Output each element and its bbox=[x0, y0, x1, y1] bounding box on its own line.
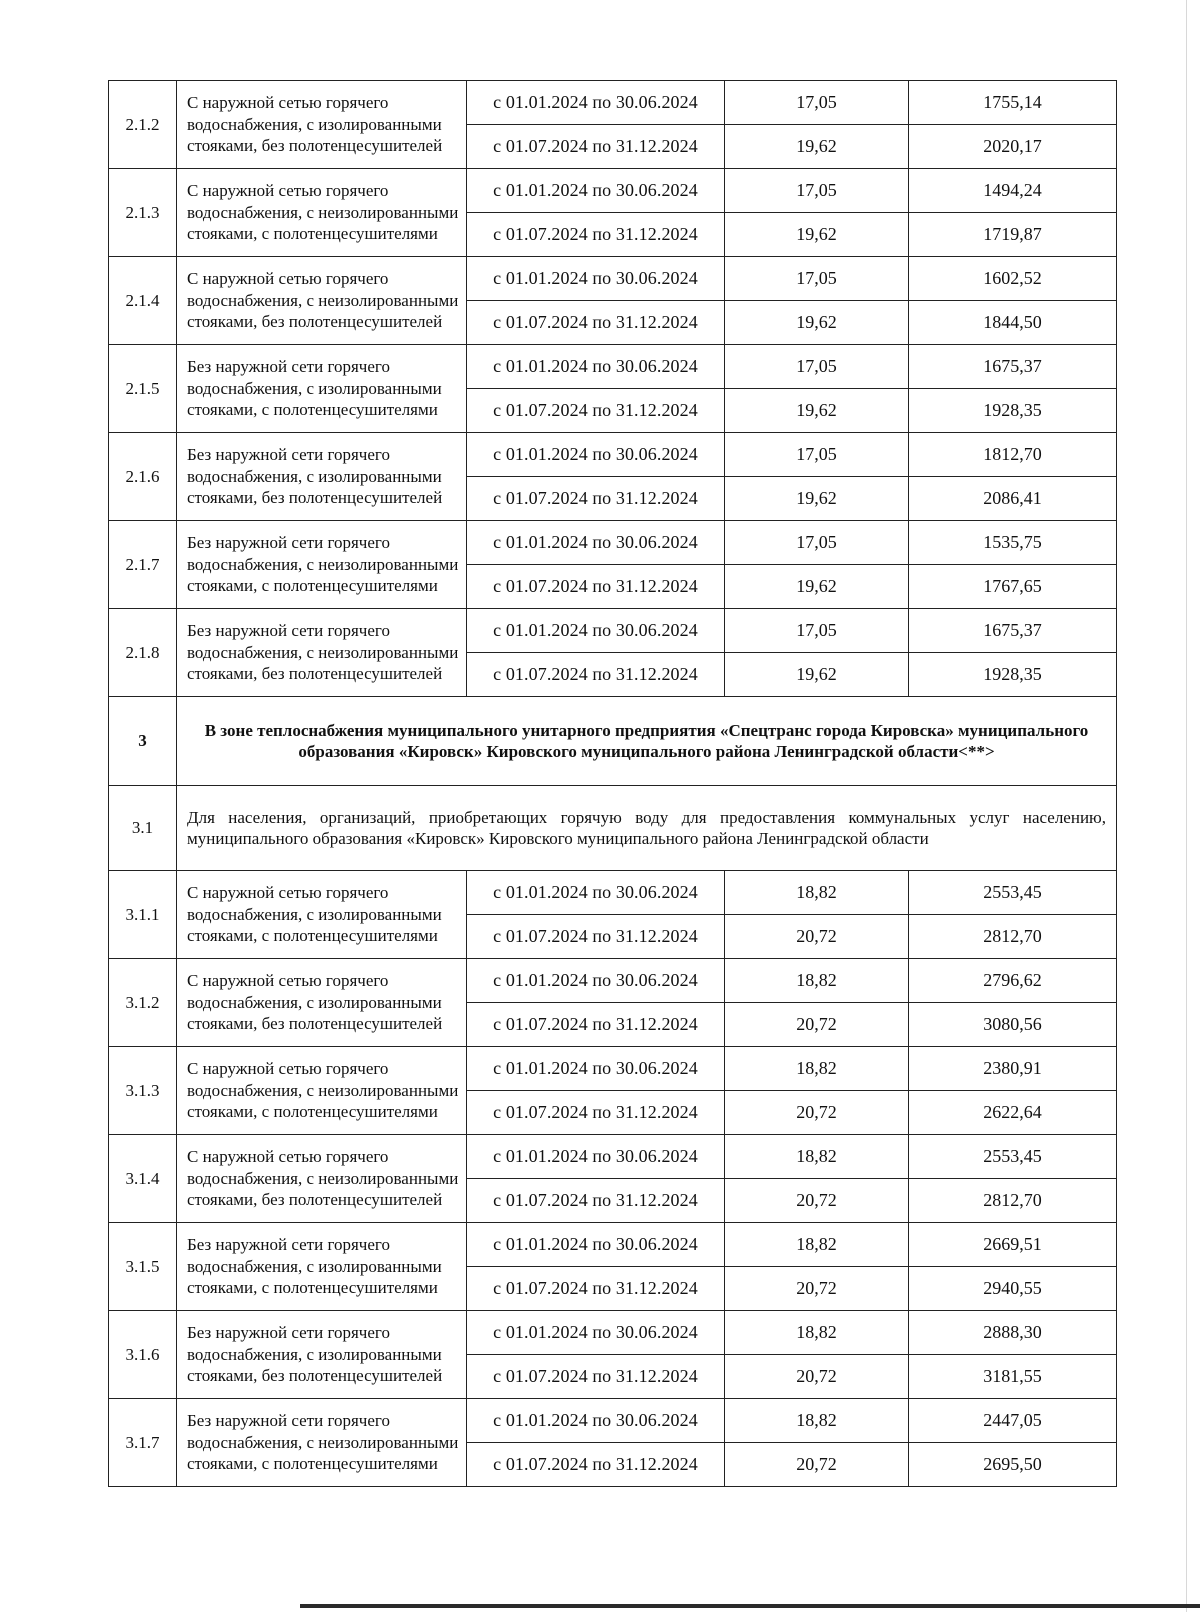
period-cell: с 01.01.2024 по 30.06.2024 bbox=[467, 169, 725, 213]
price-cell: 2940,55 bbox=[909, 1267, 1117, 1311]
item-number: 3.1.7 bbox=[109, 1399, 177, 1487]
norm-cell: 19,62 bbox=[725, 653, 909, 697]
price-cell: 1535,75 bbox=[909, 521, 1117, 565]
table-row bbox=[109, 81, 1117, 125]
price-cell: 1494,24 bbox=[909, 169, 1117, 213]
price-cell: 2553,45 bbox=[909, 871, 1117, 915]
item-description: С наружной сетью горячего водоснабжения, с неизолированными стояками, без полотенцесушителей bbox=[177, 257, 467, 345]
period-cell: с 01.01.2024 по 30.06.2024 bbox=[467, 871, 725, 915]
item-description: С наружной сетью горячего водоснабжения, с изолированными стояками, без полотенцесушителей bbox=[177, 959, 467, 1047]
category-title: Для населения, организаций, приобретающих горячую воду для предоставления коммунальных услуг населению, муниципального образования «Кировск» Кировского муниципального района Ленинградской области bbox=[177, 786, 1117, 871]
item-description: С наружной сетью горячего водоснабжения, с неизолированными стояками, без полотенцесушителей bbox=[177, 1135, 467, 1223]
period-cell: с 01.07.2024 по 31.12.2024 bbox=[467, 1003, 725, 1047]
price-cell: 2888,30 bbox=[909, 1311, 1117, 1355]
tariff-table bbox=[108, 80, 1117, 1487]
norm-cell: 17,05 bbox=[725, 345, 909, 389]
item-number: 3.1.3 bbox=[109, 1047, 177, 1135]
price-cell: 1755,14 bbox=[909, 81, 1117, 125]
norm-cell: 20,72 bbox=[725, 915, 909, 959]
norm-cell: 17,05 bbox=[725, 609, 909, 653]
period-cell: с 01.01.2024 по 30.06.2024 bbox=[467, 1399, 725, 1443]
item-description: Без наружной сети горячего водоснабжения, с неизолированными стояками, с полотенцесушителями bbox=[177, 521, 467, 609]
period-cell: с 01.07.2024 по 31.12.2024 bbox=[467, 125, 725, 169]
period-cell: с 01.07.2024 по 31.12.2024 bbox=[467, 1355, 725, 1399]
price-cell: 1928,35 bbox=[909, 389, 1117, 433]
price-cell: 1767,65 bbox=[909, 565, 1117, 609]
table-row bbox=[109, 345, 1117, 389]
price-cell: 1675,37 bbox=[909, 345, 1117, 389]
period-cell: с 01.01.2024 по 30.06.2024 bbox=[467, 1047, 725, 1091]
table-row bbox=[109, 871, 1117, 915]
zone-number: 3 bbox=[109, 697, 177, 786]
table-body-zone-3 bbox=[109, 871, 1117, 1487]
price-cell: 2669,51 bbox=[909, 1223, 1117, 1267]
item-number: 2.1.7 bbox=[109, 521, 177, 609]
price-cell: 2812,70 bbox=[909, 1179, 1117, 1223]
item-number: 2.1.8 bbox=[109, 609, 177, 697]
category-number: 3.1 bbox=[109, 786, 177, 871]
norm-cell: 18,82 bbox=[725, 1135, 909, 1179]
price-cell: 2020,17 bbox=[909, 125, 1117, 169]
norm-cell: 19,62 bbox=[725, 301, 909, 345]
price-cell: 2622,64 bbox=[909, 1091, 1117, 1135]
period-cell: с 01.07.2024 по 31.12.2024 bbox=[467, 653, 725, 697]
table-row bbox=[109, 433, 1117, 477]
period-cell: с 01.01.2024 по 30.06.2024 bbox=[467, 1311, 725, 1355]
norm-cell: 19,62 bbox=[725, 389, 909, 433]
norm-cell: 19,62 bbox=[725, 477, 909, 521]
scan-edge-line bbox=[1186, 0, 1187, 1612]
norm-cell: 19,62 bbox=[725, 565, 909, 609]
item-number: 2.1.5 bbox=[109, 345, 177, 433]
period-cell: с 01.07.2024 по 31.12.2024 bbox=[467, 565, 725, 609]
norm-cell: 20,72 bbox=[725, 1443, 909, 1487]
price-cell: 1844,50 bbox=[909, 301, 1117, 345]
scan-bottom-line bbox=[300, 1604, 1200, 1608]
zone-title: В зоне теплоснабжения муниципального унитарного предприятия «Спецтранс города Кировска» муниципального образования «Кировск» Кировского муниципального района Ленинградской области<**> bbox=[177, 697, 1117, 786]
item-description: Без наружной сети горячего водоснабжения, с изолированными стояками, с полотенцесушителями bbox=[177, 345, 467, 433]
norm-cell: 17,05 bbox=[725, 169, 909, 213]
price-cell: 1675,37 bbox=[909, 609, 1117, 653]
item-number: 3.1.2 bbox=[109, 959, 177, 1047]
table-body-zone-3-header bbox=[109, 697, 1117, 871]
item-number: 3.1.4 bbox=[109, 1135, 177, 1223]
period-cell: с 01.01.2024 по 30.06.2024 bbox=[467, 345, 725, 389]
norm-cell: 20,72 bbox=[725, 1179, 909, 1223]
item-description: С наружной сетью горячего водоснабжения, с изолированными стояками, без полотенцесушителей bbox=[177, 81, 467, 169]
price-cell: 1602,52 bbox=[909, 257, 1117, 301]
item-description: С наружной сетью горячего водоснабжения, с неизолированными стояками, с полотенцесушителями bbox=[177, 169, 467, 257]
norm-cell: 20,72 bbox=[725, 1003, 909, 1047]
period-cell: с 01.01.2024 по 30.06.2024 bbox=[467, 81, 725, 125]
norm-cell: 20,72 bbox=[725, 1355, 909, 1399]
item-number: 3.1.1 bbox=[109, 871, 177, 959]
item-description: С наружной сетью горячего водоснабжения, с неизолированными стояками, с полотенцесушителями bbox=[177, 1047, 467, 1135]
price-cell: 1928,35 bbox=[909, 653, 1117, 697]
period-cell: с 01.07.2024 по 31.12.2024 bbox=[467, 1091, 725, 1135]
period-cell: с 01.01.2024 по 30.06.2024 bbox=[467, 609, 725, 653]
table-row bbox=[109, 169, 1117, 213]
norm-cell: 19,62 bbox=[725, 213, 909, 257]
price-cell: 3080,56 bbox=[909, 1003, 1117, 1047]
item-description: Без наружной сети горячего водоснабжения, с изолированными стояками, с полотенцесушителями bbox=[177, 1223, 467, 1311]
price-cell: 2812,70 bbox=[909, 915, 1117, 959]
table-row bbox=[109, 257, 1117, 301]
norm-cell: 18,82 bbox=[725, 1311, 909, 1355]
table-row bbox=[109, 1223, 1117, 1267]
period-cell: с 01.01.2024 по 30.06.2024 bbox=[467, 433, 725, 477]
norm-cell: 20,72 bbox=[725, 1091, 909, 1135]
period-cell: с 01.07.2024 по 31.12.2024 bbox=[467, 389, 725, 433]
price-cell: 1812,70 bbox=[909, 433, 1117, 477]
item-number: 3.1.5 bbox=[109, 1223, 177, 1311]
item-description: Без наружной сети горячего водоснабжения, с изолированными стояками, без полотенцесушителей bbox=[177, 1311, 467, 1399]
item-description: Без наружной сети горячего водоснабжения, с неизолированными стояками, с полотенцесушителями bbox=[177, 1399, 467, 1487]
table-row bbox=[109, 609, 1117, 653]
period-cell: с 01.01.2024 по 30.06.2024 bbox=[467, 959, 725, 1003]
price-cell: 2447,05 bbox=[909, 1399, 1117, 1443]
item-description: С наружной сетью горячего водоснабжения, с изолированными стояками, с полотенцесушителями bbox=[177, 871, 467, 959]
period-cell: с 01.07.2024 по 31.12.2024 bbox=[467, 213, 725, 257]
norm-cell: 17,05 bbox=[725, 257, 909, 301]
period-cell: с 01.07.2024 по 31.12.2024 bbox=[467, 477, 725, 521]
zone-row bbox=[109, 697, 1117, 786]
price-cell: 2796,62 bbox=[909, 959, 1117, 1003]
price-cell: 2380,91 bbox=[909, 1047, 1117, 1091]
period-cell: с 01.07.2024 по 31.12.2024 bbox=[467, 301, 725, 345]
norm-cell: 19,62 bbox=[725, 125, 909, 169]
period-cell: с 01.07.2024 по 31.12.2024 bbox=[467, 915, 725, 959]
table-row bbox=[109, 1311, 1117, 1355]
period-cell: с 01.01.2024 по 30.06.2024 bbox=[467, 1135, 725, 1179]
norm-cell: 17,05 bbox=[725, 521, 909, 565]
item-number: 2.1.2 bbox=[109, 81, 177, 169]
category-row bbox=[109, 786, 1117, 871]
table-row bbox=[109, 521, 1117, 565]
period-cell: с 01.07.2024 по 31.12.2024 bbox=[467, 1179, 725, 1223]
table-body-zone-2 bbox=[109, 81, 1117, 697]
item-number: 2.1.3 bbox=[109, 169, 177, 257]
period-cell: с 01.07.2024 по 31.12.2024 bbox=[467, 1443, 725, 1487]
table-row bbox=[109, 959, 1117, 1003]
norm-cell: 18,82 bbox=[725, 1047, 909, 1091]
table-row bbox=[109, 1399, 1117, 1443]
table-row bbox=[109, 1047, 1117, 1091]
item-description: Без наружной сети горячего водоснабжения, с изолированными стояками, без полотенцесушителей bbox=[177, 433, 467, 521]
norm-cell: 18,82 bbox=[725, 1399, 909, 1443]
item-number: 3.1.6 bbox=[109, 1311, 177, 1399]
item-number: 2.1.6 bbox=[109, 433, 177, 521]
period-cell: с 01.01.2024 по 30.06.2024 bbox=[467, 521, 725, 565]
table-row bbox=[109, 1135, 1117, 1179]
period-cell: с 01.07.2024 по 31.12.2024 bbox=[467, 1267, 725, 1311]
price-cell: 1719,87 bbox=[909, 213, 1117, 257]
item-number: 2.1.4 bbox=[109, 257, 177, 345]
period-cell: с 01.01.2024 по 30.06.2024 bbox=[467, 257, 725, 301]
norm-cell: 17,05 bbox=[725, 81, 909, 125]
norm-cell: 18,82 bbox=[725, 871, 909, 915]
norm-cell: 20,72 bbox=[725, 1267, 909, 1311]
norm-cell: 18,82 bbox=[725, 959, 909, 1003]
price-cell: 2553,45 bbox=[909, 1135, 1117, 1179]
item-description: Без наружной сети горячего водоснабжения, с неизолированными стояками, без полотенцесушителей bbox=[177, 609, 467, 697]
price-cell: 2086,41 bbox=[909, 477, 1117, 521]
norm-cell: 17,05 bbox=[725, 433, 909, 477]
period-cell: с 01.01.2024 по 30.06.2024 bbox=[467, 1223, 725, 1267]
tariff-table-sheet bbox=[108, 80, 1116, 1487]
price-cell: 2695,50 bbox=[909, 1443, 1117, 1487]
price-cell: 3181,55 bbox=[909, 1355, 1117, 1399]
norm-cell: 18,82 bbox=[725, 1223, 909, 1267]
